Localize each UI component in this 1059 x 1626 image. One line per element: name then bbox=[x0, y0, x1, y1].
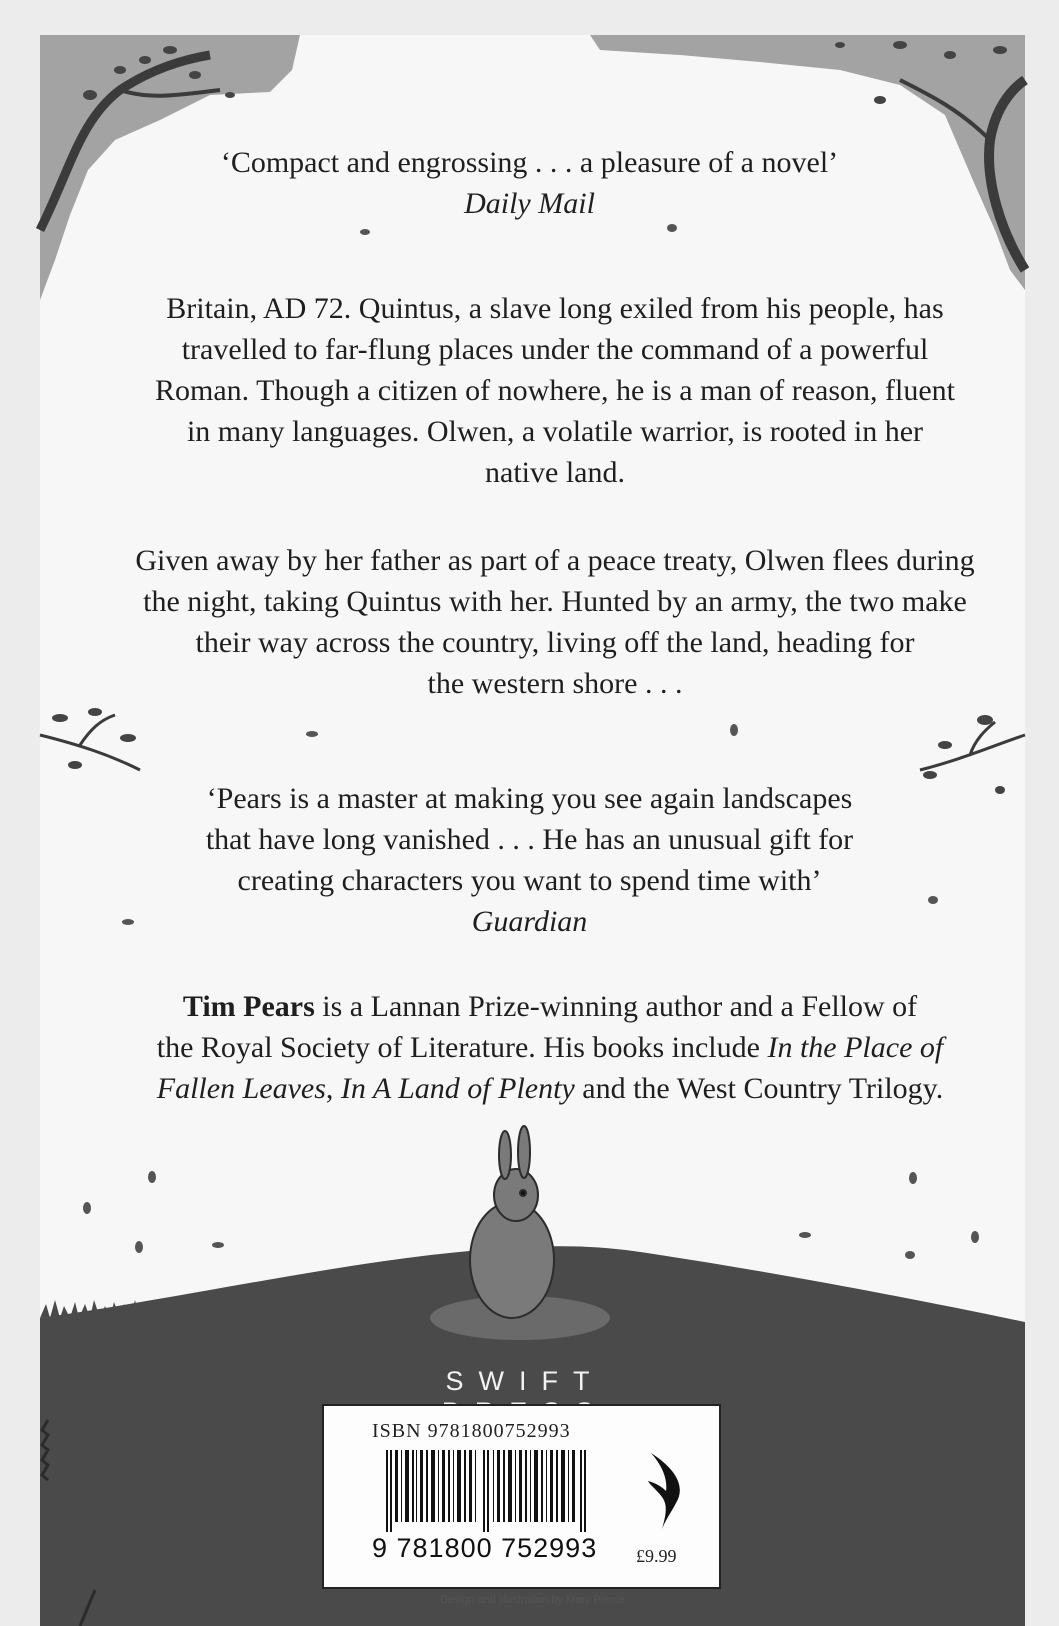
left-branch-sprig bbox=[40, 715, 140, 770]
review-quote: ‘Compact and engrossing . . . a pleasure of a novel’ bbox=[220, 146, 839, 179]
review-guardian bbox=[0, 778, 1059, 942]
price: £9.99 bbox=[636, 1546, 677, 1566]
blurb-line: their way across the country, living off the land, heading for bbox=[195, 626, 915, 659]
review-daily-mail bbox=[0, 142, 1059, 224]
hare-illustration bbox=[470, 1126, 554, 1318]
book-title: Fallen Leaves bbox=[156, 1072, 326, 1105]
isbn-digits: 9 781800 752993 bbox=[372, 1533, 598, 1563]
book-title: In A Land of Plenty bbox=[340, 1072, 575, 1105]
review-line: ‘Pears is a master at making you see again landscapes bbox=[206, 782, 853, 815]
blurb-paragraph-1 bbox=[75, 288, 1035, 493]
blurb-paragraph-2 bbox=[60, 540, 1050, 704]
bio-text: is a Lannan Prize-winning author and a Fellow of bbox=[314, 990, 918, 1023]
bio-text: , bbox=[325, 1072, 341, 1105]
publisher-name: SWIFT bbox=[445, 1366, 605, 1396]
bio-line-1 bbox=[80, 986, 1020, 1027]
blurb-line: Given away by her father as part of a peace treaty, Olwen flees during bbox=[135, 544, 975, 577]
right-branch-sprig bbox=[920, 722, 1025, 770]
author-name: Tim Pears bbox=[182, 990, 315, 1023]
blurb-line: in many languages. Olwen, a volatile warrior, is rooted in her bbox=[186, 415, 924, 448]
blurb-line: Roman. Though a citizen of nowhere, he is a man of reason, fluent bbox=[154, 374, 956, 407]
swift-bird-icon bbox=[646, 1451, 692, 1531]
blurb-line: native land. bbox=[485, 456, 625, 489]
blurb-line: travelled to far-flung places under the command of a powerful bbox=[181, 333, 929, 366]
book-title: In the Place of bbox=[767, 1031, 944, 1064]
bio-line-3 bbox=[80, 1068, 1020, 1109]
review-source: Guardian bbox=[471, 905, 588, 938]
barcode-label bbox=[322, 1404, 721, 1589]
blurb-line: Britain, AD 72. Quintus, a slave long exiled from his people, has bbox=[166, 292, 944, 325]
isbn-text: ISBN 9781800752993 bbox=[372, 1420, 571, 1442]
blurb-line: the western shore . . . bbox=[427, 667, 683, 700]
blurb-line: the night, taking Quintus with her. Hunted by an army, the two make bbox=[143, 585, 967, 618]
barcode-bars bbox=[372, 1450, 604, 1532]
review-line: creating characters you want to spend time with’ bbox=[237, 864, 822, 897]
review-source: Daily Mail bbox=[464, 187, 595, 220]
bio-text: the Royal Society of Literature. His books include bbox=[156, 1031, 768, 1064]
bio-text: and the West Country Trilogy. bbox=[574, 1072, 944, 1105]
author-bio bbox=[80, 986, 1020, 1109]
illustration-credit: Design and illustration by Mary Pierce bbox=[440, 1594, 625, 1606]
review-line: that have long vanished . . . He has an unusual gift for bbox=[205, 823, 854, 856]
bio-line-2 bbox=[80, 1027, 1020, 1068]
